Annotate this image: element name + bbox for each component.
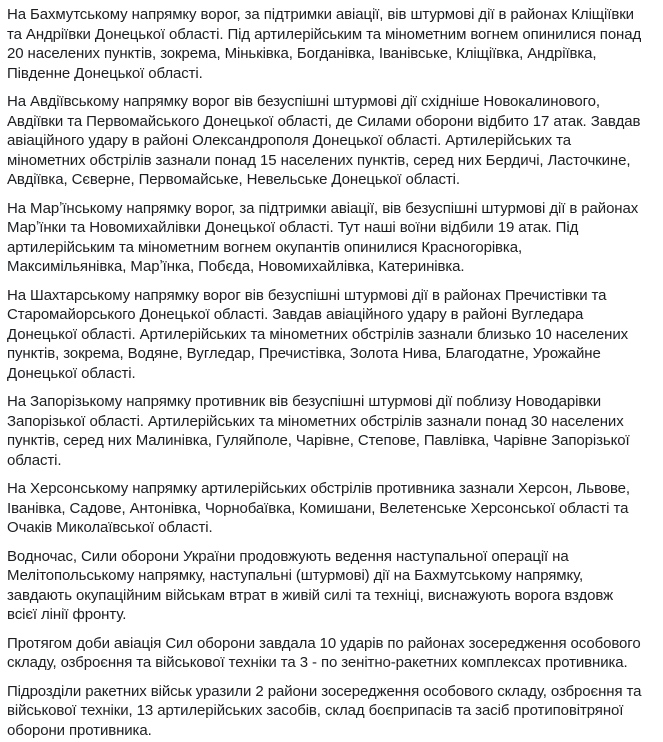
report-paragraph-bakhmut: На Бахмутському напрямку ворог, за підтримки авіації, вів штурмові дії в районах Кліщіївки та Андріївки Донецької області. Під артилерійським та мінометним вогнем опинилися понад 20 населених пунктів, зокрема, Міньківка, Богданівка, Іванівське, Кліщіївка, Андріївка, Південне Донецької області. [7, 6, 642, 82]
report-paragraph-missile-forces: Підрозділи ракетних військ уразили 2 райони зосередження особового складу, озброєння та військової техніки, 13 артилерійських засобів, склад боєприпасів та засіб протиповітряної оборони противника. [7, 682, 642, 739]
report-paragraph-avdiivka: На Авдіївському напрямку ворог вів безуспішні штурмові дії східніше Новокалинового, Авдіївки та Первомайського Донецької області, де Силами оборони відбито 17 атак. Завдав авіаційного удару в районі Олександрополя Донецької області. Артилерійських та мінометних обстрілів зазнали понад 15 населених пунктів, серед них Бердичі, Ласточкине, Авдіївка, Сєверне, Первомайське, Невельське Донецької області. [7, 93, 641, 188]
report-paragraph-zaporizhzhia: На Запорізькому напрямку противник вів безуспішні штурмові дії поблизу Новодарівки Запорізької області. Артилерійських та мінометних обстрілів зазнали понад 30 населених пунктів, серед них Малинівка, Гуляйполе, Чарівне, Степове, Павлівка, Чарівне Запорізької області. [7, 393, 630, 469]
report-paragraph-defense-forces: Водночас, Сили оборони України продовжують ведення наступальної операції на Мелітопольському напрямку, наступальні (штурмові) дії на Бахмутському напрямку, завдають окупаційним військам втрат в живій силі та техніці, виснажують ворога вздовж всієї лінії фронту. [7, 547, 614, 623]
report-paragraph-kherson: На Херсонському напрямку артилерійських обстрілів противника зазнали Херсон, Львове, Іванівка, Садове, Антонівка, Чорнобаївка, Комишани, Велетенське Херсонської області та Очаків Миколаївської області. [7, 480, 630, 536]
report-paragraph-marinka: На Марʼїнському напрямку ворог, за підтримки авіації, вів безуспішні штурмові дії в районах Марʼїнки та Новомихайлівки Донецької області. Тут наші воїни відбили 19 атак. Під артилерійським та мінометним вогнем окупантів опинилися Красногорівка, Максимільянівка, Марʼїнка, Побєда, Новомихайлівка, Катеринівка. [7, 199, 639, 275]
report-paragraph-aviation-strikes: Протягом доби авіація Сил оборони завдала 10 ударів по районах зосередження особового складу, озброєння та військової техніки та 3 - по зенітно-ракетних комплексах противника. [7, 634, 641, 671]
report-paragraph-shakhtarsk: На Шахтарському напрямку ворог вів безуспішні штурмові дії в районах Пречистівки та Старомайорського Донецької області. Завдав авіаційного удару в районі Вугледара Донецької області. Артилерійських та мінометних обстрілів зазнали близько 10 населених пунктів, зокрема, Водяне, Вугледар, Пречистівка, Золота Нива, Благодатне, Урожайне Донецької області. [7, 286, 629, 382]
